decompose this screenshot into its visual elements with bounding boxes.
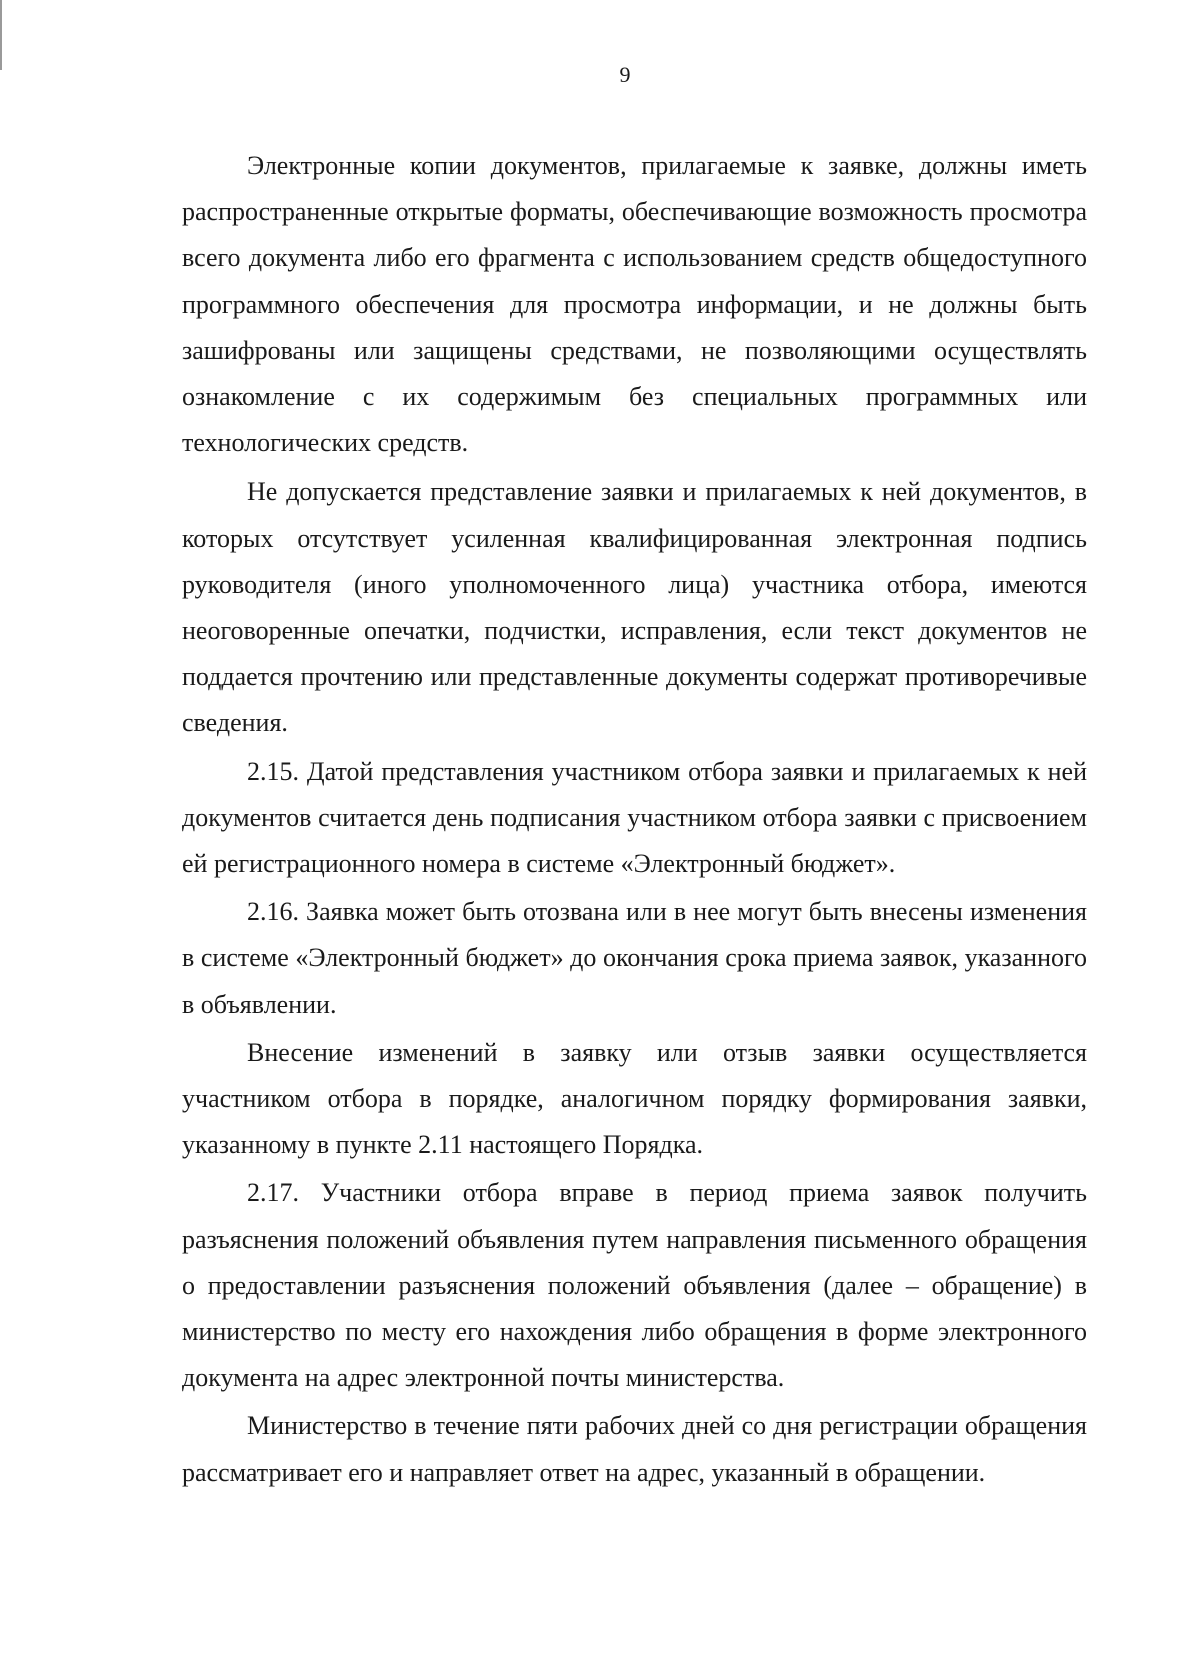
paragraph-electronic-copies: Электронные копии документов, прилагаемые к заявке, должны иметь распространенные открытые форматы, обеспечивающие возможность просмотра всего документа либо его фрагмента с использованием средств общедоступного программного обеспечения для просмотра информации, и не должны быть зашифрованы или защищены средствами, не позволяющими осуществлять ознакомление с их содержимым без специальных программных или технологических средств.	[182, 151, 1087, 458]
paragraph-2-17: 2.17. Участники отбора вправе в период приема заявок получить разъяснения положений объявления путем направления письменного обращения о предоставлении разъяснения положений объявления (далее – обращение) в министерство по месту его нахождения либо обращения в форме электронного документа на адрес электронной почты министерства.	[182, 1178, 1087, 1393]
scan-edge-mark	[0, 0, 2, 70]
paragraph-2-15: 2.15. Датой представления участником отбора заявки и прилагаемых к ней документов считается день подписания участником отбора заявки с присвоением ей регистрационного номера в системе «Электронный бюджет».	[182, 756, 1087, 879]
paragraph-not-allowed: Не допускается представление заявки и прилагаемых к ней документов, в которых отсутствует усиленная квалифицированная электронная подпись руководителя (иного уполномоченного лица) участника отбора, имеются неоговоренные опечатки, подчистки, исправления, если текст документов не поддается прочтению или представленные документы содержат противоречивые сведения.	[182, 477, 1087, 738]
paragraph-ministry-reply: Министерство в течение пяти рабочих дней со дня регистрации обращения рассматривает его и направляет ответ на адрес, указанный в обращении.	[182, 1411, 1087, 1487]
document-body	[182, 143, 1087, 1496]
page-number: 9	[619, 62, 631, 87]
paragraph-changes: Внесение изменений в заявку или отзыв заявки осуществляется участником отбора в порядке, аналогичном порядку формирования заявки, указанному в пункте 2.11 настоящего Порядка.	[182, 1037, 1087, 1160]
paragraph-2-16: 2.16. Заявка может быть отозвана или в нее могут быть внесены изменения в системе «Электронный бюджет» до окончания срока приема заявок, указанного в объявлении.	[182, 897, 1087, 1019]
